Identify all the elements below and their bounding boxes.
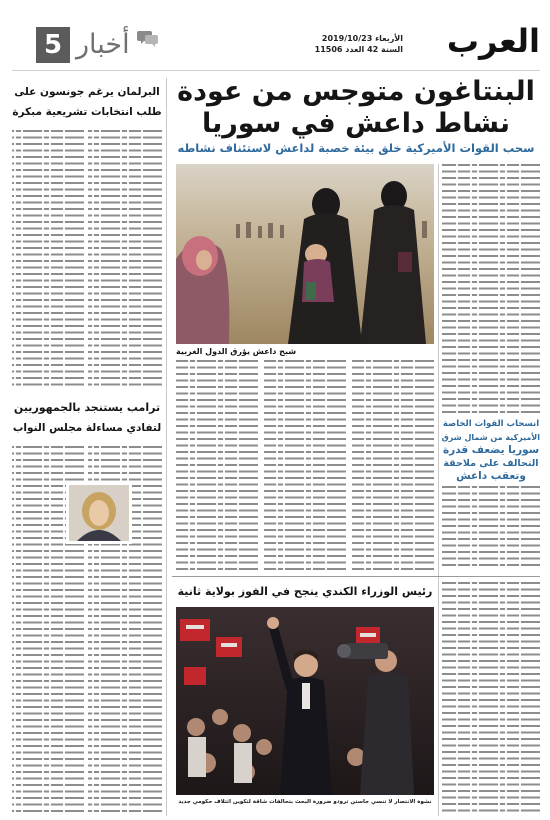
photo-caption: شبح داعش يؤرق الدول الغربية <box>176 347 297 356</box>
issue-number: السنة 42 العدد 11506 <box>314 45 403 54</box>
pull-quote-line: الأميركية من شمال شرق <box>442 433 540 442</box>
issue-info <box>315 33 403 55</box>
pull-quote-line: التحالف على ملاحقة <box>443 458 539 469</box>
article-body <box>442 164 540 414</box>
story-divider <box>172 576 540 577</box>
article-body <box>442 486 540 570</box>
column-divider <box>166 78 167 816</box>
main-story-photo <box>176 164 434 344</box>
headline-line: ترامب يستنجد بالجمهوريين <box>13 401 161 414</box>
column-divider <box>438 164 439 816</box>
headline-line: البنتاغون متوجس من عودة <box>177 76 535 107</box>
article-body <box>352 360 434 570</box>
main-subheadline: سحب القوات الأميركية خلق بيئة خصبة لداعش لاستئناف نشاطه <box>177 141 535 155</box>
portrait-image <box>69 485 129 541</box>
pull-quote <box>442 418 540 483</box>
side-story-headline <box>12 398 162 438</box>
headline-line: نشاط داعش في سوريا <box>201 108 510 139</box>
issue-date: الأربعاء 2019/10/23 <box>321 34 403 43</box>
article-body <box>88 130 162 388</box>
main-headline <box>172 76 540 140</box>
pull-quote-line: وتعقب داعش <box>456 470 526 482</box>
portrait-photo <box>66 482 132 544</box>
bottom-story-photo <box>176 607 434 795</box>
pull-quote-line: انسحاب القوات الخاصة <box>442 419 540 429</box>
section-title: أخبار <box>76 29 130 60</box>
article-body <box>264 360 346 570</box>
header-divider <box>12 70 540 71</box>
bottom-story-headline: رئيس الوزراء الكندي ينجح في الفوز بولاية ثانية <box>177 585 433 598</box>
pull-quote-line: سوريا يضعف قدرة <box>442 444 540 456</box>
side-story-headline <box>12 82 162 122</box>
article-body <box>442 582 540 816</box>
headline-line: البرلمان يرغم جونسون على <box>14 86 160 98</box>
headline-line: طلب انتخابات تشريعية مبكرة <box>12 106 162 118</box>
article-body <box>176 360 258 570</box>
headline-line: لتفادي مساءلة مجلس النواب <box>12 422 162 434</box>
speech-bubbles-icon <box>137 28 159 48</box>
article-body <box>12 130 84 388</box>
photo-caption: نشوة الانتصار لا تنسي جاستن ترودو ضرورة البحث بتحالفات شاقة لتكوين ائتلاف حكومي جديد <box>178 799 432 805</box>
newspaper-logo: العرب <box>446 22 540 60</box>
page-number: 5 <box>36 27 70 63</box>
